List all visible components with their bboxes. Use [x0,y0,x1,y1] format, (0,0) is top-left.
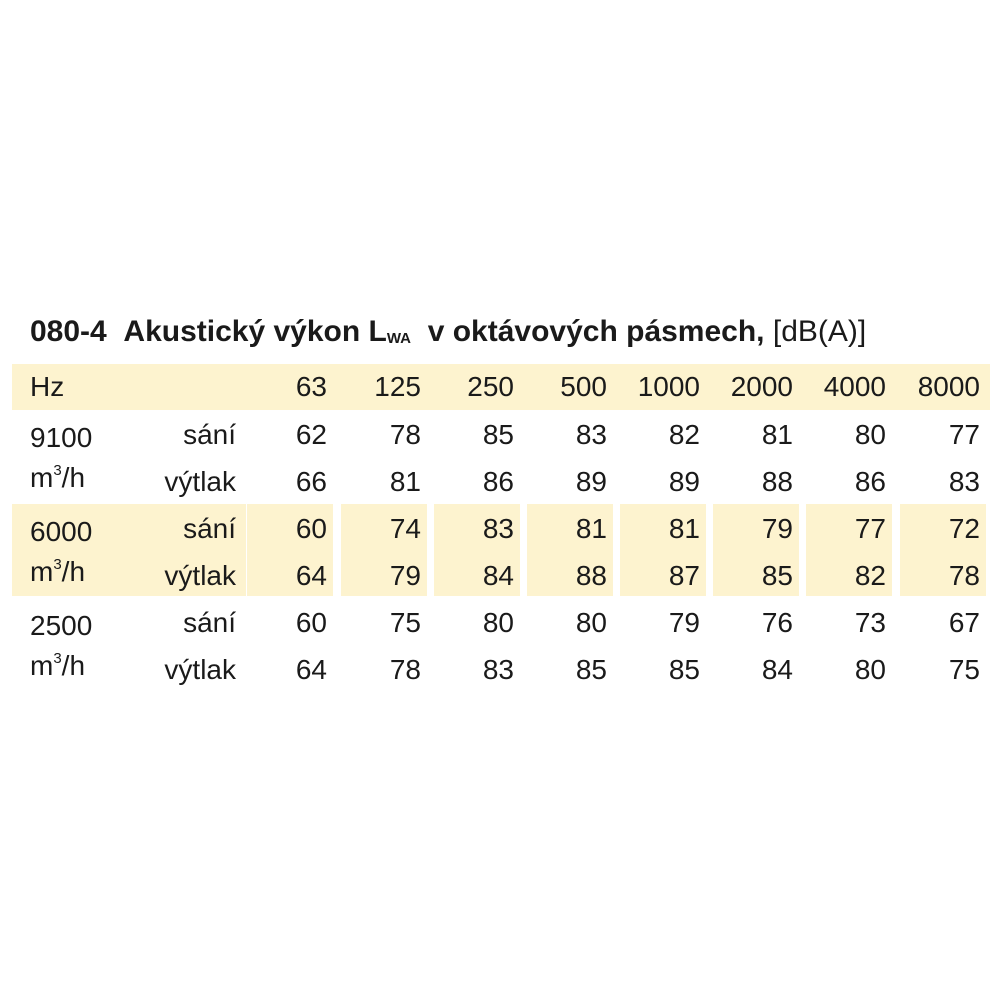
table-cell-value: 83 [482,654,514,685]
table-cell-value: 80 [854,419,886,450]
table-cell-value: 72 [948,513,980,544]
header-frequency: 1000 [637,371,700,402]
header-frequency: 250 [467,371,514,402]
table-cell-value: 88 [761,466,793,497]
flow-value: 9100 [30,422,93,453]
table-cell-value: 76 [761,607,793,638]
table-cell-value: 77 [854,513,886,544]
table-cell-value: 85 [575,654,607,685]
table-cell-value: 83 [948,466,980,497]
table-cell-value: 79 [761,513,793,544]
table-cell-value: 73 [854,607,886,638]
model-code: 080-4 [30,315,107,348]
table-cell-value: 62 [295,419,327,450]
table-cell-value: 79 [389,560,421,591]
title-unit: [dB(A)] [772,315,867,348]
table-cell-value: 85 [761,560,793,591]
table-cell-value: 83 [575,419,607,450]
header-frequency: 63 [295,371,327,402]
table-cell-value: 89 [668,466,700,497]
flow-unit: $m^3/h$ [30,462,86,493]
flow-value: 2500 [30,610,93,641]
title-text-after: v oktávových pásmech, [427,315,765,348]
flow-unit: $m^3/h$ [30,556,86,587]
table-cell-value: 78 [389,654,421,685]
table-cell-value: 67 [948,607,980,638]
row-label: výtlak [164,654,236,685]
table-cell-value: 86 [482,466,514,497]
table-cell-value: 78 [389,419,421,450]
row-label: výtlak [164,466,236,497]
header-frequency: 4000 [823,371,886,402]
table-cell-value: 79 [668,607,700,638]
header-frequency: 2000 [730,371,793,402]
table-cell-value: 81 [668,513,700,544]
flow-value: 6000 [30,516,93,547]
title-subscript: WA [386,330,412,347]
row-label: sání [183,513,236,544]
table-cell-value: 81 [761,419,793,450]
table-cell-value: 87 [668,560,700,591]
table-cell-value: 77 [948,419,980,450]
table-cell-value: 86 [854,466,886,497]
table-cell-value: 64 [295,560,327,591]
table-cell-value: 82 [668,419,700,450]
table-cell-value: 80 [854,654,886,685]
row-label: sání [183,607,236,638]
table-cell-value: 89 [575,466,607,497]
table-cell-value: 75 [389,607,421,638]
table-cell-value: 80 [575,607,607,638]
table-cell-value: 60 [295,513,327,544]
table-cell-value: 80 [482,607,514,638]
table-cell-value: 85 [668,654,700,685]
table-cell-value: 60 [295,607,327,638]
row-label: sání [183,419,236,450]
table-cell-value: 78 [948,560,980,591]
table-title [30,310,990,354]
table-cell-value: 83 [482,513,514,544]
table-cell-value: 85 [482,419,514,450]
table-cell-value: 81 [389,466,421,497]
header-frequency: 8000 [917,371,980,402]
flow-unit: $m^3/h$ [30,650,86,681]
table-cell-value: 88 [575,560,607,591]
table-cell-value: 74 [389,513,421,544]
table-cell-value: 75 [948,654,980,685]
header-frequency: 125 [374,371,421,402]
header-frequency: 500 [560,371,607,402]
header-hz-label: Hz [30,371,65,402]
table-cell-value: 81 [575,513,607,544]
table-cell-value: 66 [295,466,327,497]
row-label: výtlak [164,560,236,591]
table-cell-value: 84 [761,654,793,685]
table-cell-value: 84 [482,560,514,591]
table-cell-value: 64 [295,654,327,685]
title-text: Akustický výkon L [123,315,387,348]
table-cell-value: 82 [854,560,886,591]
